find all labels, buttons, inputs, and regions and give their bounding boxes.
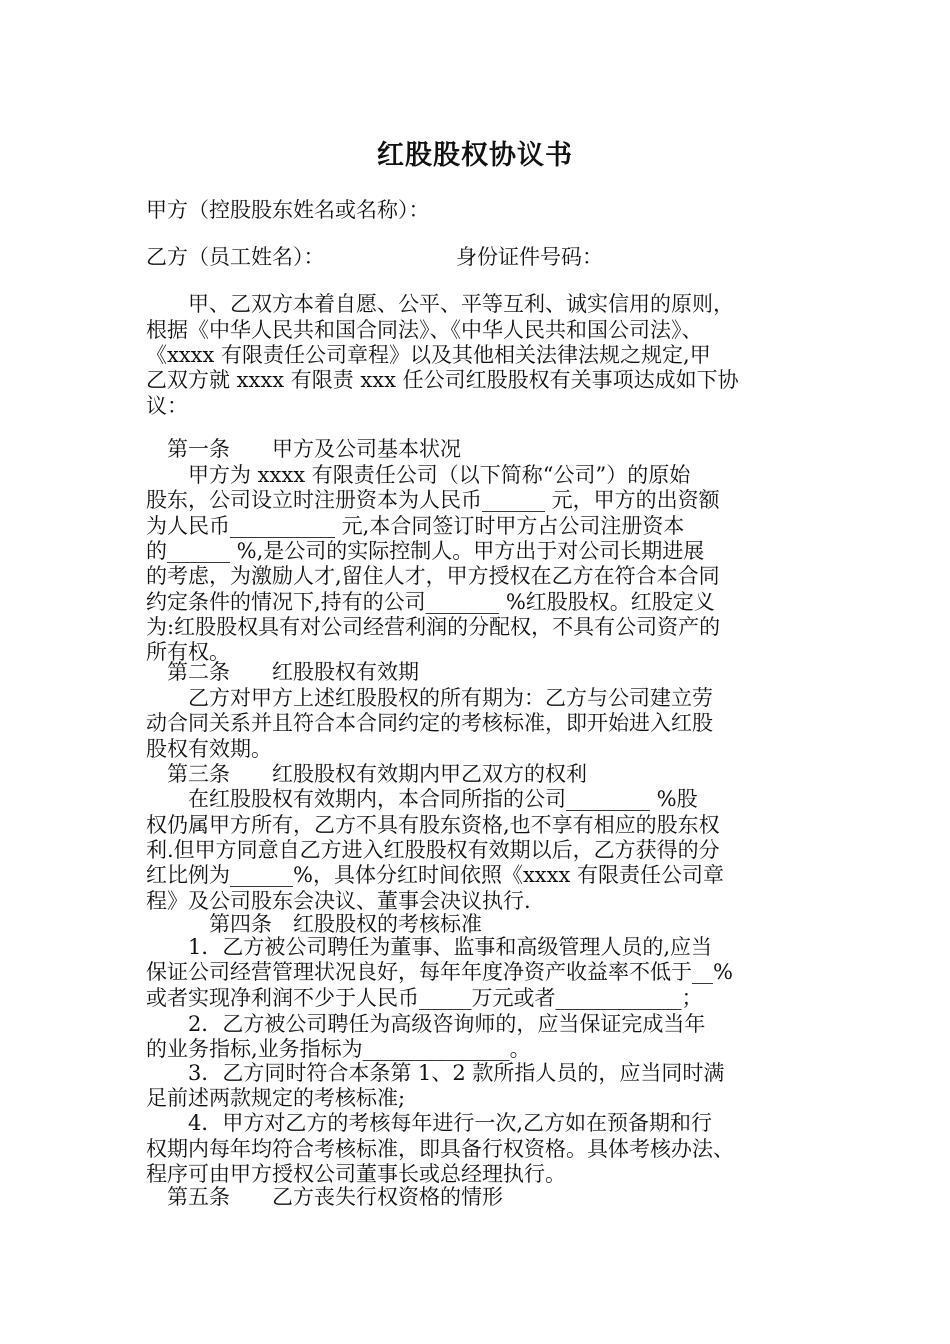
body-line: 股权有效期。 [146, 737, 272, 761]
body-line: 程》及公司股东会决议、董事会决议执行. [146, 889, 531, 913]
body-line: 第一条 甲方及公司基本状况 [146, 437, 461, 461]
body-line: 红比例为______%，具体分红时间依照《xxxx 有限责任公司章 [146, 863, 725, 887]
body-line: 甲、乙双方本着自愿、公平、平等互利、诚实信用的原则， [146, 292, 734, 316]
body-line: 保证公司经营管理状况良好，每年年度净资产收益率不低于__% [146, 960, 733, 984]
body-line: 动合同关系并且符合本合同约定的考核标准，即开始进入红股 [146, 711, 713, 735]
body-line: 程序可由甲方授权公司董事长或总经理执行。 [146, 1162, 566, 1186]
body-line: 根据《中华人民共和国合同法》、《中华人民共和国公司法》、 [146, 318, 703, 342]
body-line: 的业务指标,业务指标为______________。 [146, 1037, 531, 1061]
body-line: 的考虑，为激励人才,留住人才，甲方授权在乙方在符合本合同 [146, 564, 720, 588]
body-line: 第二条 红股股权有效期 [146, 660, 419, 684]
body-line: 议： [146, 394, 188, 418]
body-line: 为人民币__________ 元,本合同签订时甲方占公司注册资本 [146, 514, 685, 538]
body-line: 在红股股权有效期内，本合同所指的公司________ %股 [146, 787, 698, 811]
body-line: 利.但甲方同意自乙方进入红股股权有效期以后，乙方获得的分 [146, 838, 720, 862]
body-line: 第四条 红股股权的考核标准 [146, 912, 482, 936]
party-b-id: 身份证件号码： [456, 245, 603, 269]
body-line: 股东，公司设立时注册资本为人民币______ 元，甲方的出资额 [146, 488, 720, 512]
body-line: 为:红股股权具有对公司经营利润的分配权，不具有公司资产的 [146, 615, 721, 639]
body-line: 3．乙方同时符合本条第 1、2 款所指人员的，应当同时满 [146, 1061, 725, 1085]
body-line: 甲方为 xxxx 有限责任公司（以下简称“公司”）的原始 [146, 463, 691, 487]
body-line: 或者实现净利润不少于人民币_____万元或者____________； [146, 986, 703, 1010]
document-title: 红股股权协议书 [377, 140, 573, 171]
body-line: 足前述两款规定的考核标准; [146, 1086, 406, 1110]
body-line: 权仍属甲方所有，乙方不具有股东资格,也不享有相应的股东权 [146, 813, 720, 837]
body-line: 《xxxx 有限责任公司章程》以及其他相关法律法规之规定,甲 [146, 343, 711, 367]
body-line: 第五条 乙方丧失行权资格的情形 [146, 1185, 503, 1209]
body-line: 乙双方就 xxxx 有限责 xxx 任公司红股股权有关事项达成如下协 [146, 368, 739, 392]
body-line: 乙方对甲方上述红股股权的所有期为：乙方与公司建立劳 [146, 686, 713, 710]
body-line: 约定条件的情况下,持有的公司_______ %红股股权。红股定义 [146, 590, 715, 614]
body-line: 4．甲方对乙方的考核每年进行一次,乙方如在预备期和行 [146, 1111, 713, 1135]
body-line: 1．乙方被公司聘任为董事、监事和高级管理人员的,应当 [146, 935, 713, 959]
body-line: 第三条 红股股权有效期内甲乙双方的权利 [146, 762, 587, 786]
body-line: 2．乙方被公司聘任为高级咨询师的，应当保证完成当年 [146, 1012, 706, 1036]
body-line: 权期内每年均符合考核标准，即具备行权资格。具体考核办法、 [146, 1137, 734, 1161]
party-a-line: 甲方（控股股东姓名或名称）： [146, 198, 430, 222]
body-line: 所有权。 [146, 640, 230, 664]
party-b-name: 乙方（员工姓名）： [146, 245, 325, 269]
body-line: 的______ %,是公司的实际控制人。甲方出于对公司长期进展 [146, 539, 705, 563]
